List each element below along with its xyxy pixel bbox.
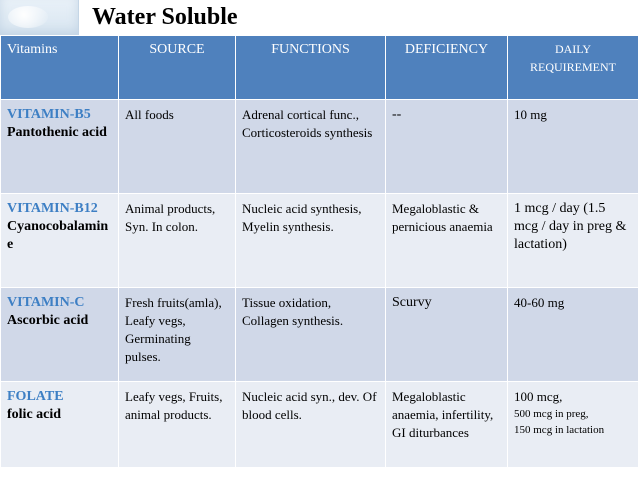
source-cell: All foods (119, 100, 236, 194)
header-deficiency: DEFICIENCY (386, 36, 508, 100)
functions-cell: Adrenal cortical func., Corticosteroids synthesis (236, 100, 386, 194)
vitamin-chemical-name: Cyanocobalamine (7, 219, 109, 252)
requirement-pregnancy: 500 mcg in preg, (514, 408, 589, 420)
functions-cell: Tissue oxidation, Collagen synthesis. (236, 288, 386, 382)
header-daily-requirement: DAILY REQUIREMENT (508, 36, 638, 100)
requirement-lactation: 150 mcg in lactation (514, 424, 605, 436)
vitamin-chemical-name: Pantothenic acid (7, 125, 107, 140)
source-cell: Leafy vegs, Fruits, animal products. (119, 382, 236, 468)
corner-decoration (0, 0, 79, 38)
vitamin-chemical-name: folic acid (7, 407, 62, 422)
source-cell: Fresh fruits(amla), Leafy vegs, Germinating pulses. (119, 288, 236, 382)
requirement-cell (508, 382, 638, 468)
table-row (1, 100, 638, 194)
header-source: SOURCE (119, 36, 236, 100)
source-cell: Animal products, Syn. In colon. (119, 194, 236, 288)
vitamin-cell (1, 382, 119, 468)
table-row (1, 288, 638, 382)
vitamin-name: FOLATE (7, 389, 64, 404)
vitamin-name: VITAMIN-B5 (7, 107, 91, 122)
functions-cell: Nucleic acid syn., dev. Of blood cells. (236, 382, 386, 468)
vitamin-name: VITAMIN-B12 (7, 201, 98, 216)
vitamin-name: VITAMIN-C (7, 295, 85, 310)
vitamin-cell (1, 194, 119, 288)
page-title: Water Soluble (92, 4, 238, 30)
table-header-row (1, 36, 638, 100)
deficiency-cell: Megaloblastic & pernicious anaemia (386, 194, 508, 288)
deficiency-cell: Scurvy (386, 288, 508, 382)
deficiency-cell: Megaloblastic anaemia, infertility, GI diturbances (386, 382, 508, 468)
requirement-main: 100 mcg, (514, 389, 563, 404)
functions-cell: Nucleic acid synthesis, Myelin synthesis. (236, 194, 386, 288)
vitamin-cell (1, 288, 119, 382)
vitamin-chemical-name: Ascorbic acid (7, 313, 89, 328)
requirement-cell: 10 mg (508, 100, 638, 194)
requirement-cell: 40-60 mg (508, 288, 638, 382)
table-row (1, 194, 638, 288)
vitamin-cell (1, 100, 119, 194)
header-functions: FUNCTIONS (236, 36, 386, 100)
header-vitamins: Vitamins (1, 36, 119, 100)
deficiency-cell: -- (386, 100, 508, 194)
vitamin-table (0, 35, 638, 468)
requirement-cell: 1 mcg / day (1.5 mcg / day in preg & lactation) (508, 194, 638, 288)
table-row (1, 382, 638, 468)
